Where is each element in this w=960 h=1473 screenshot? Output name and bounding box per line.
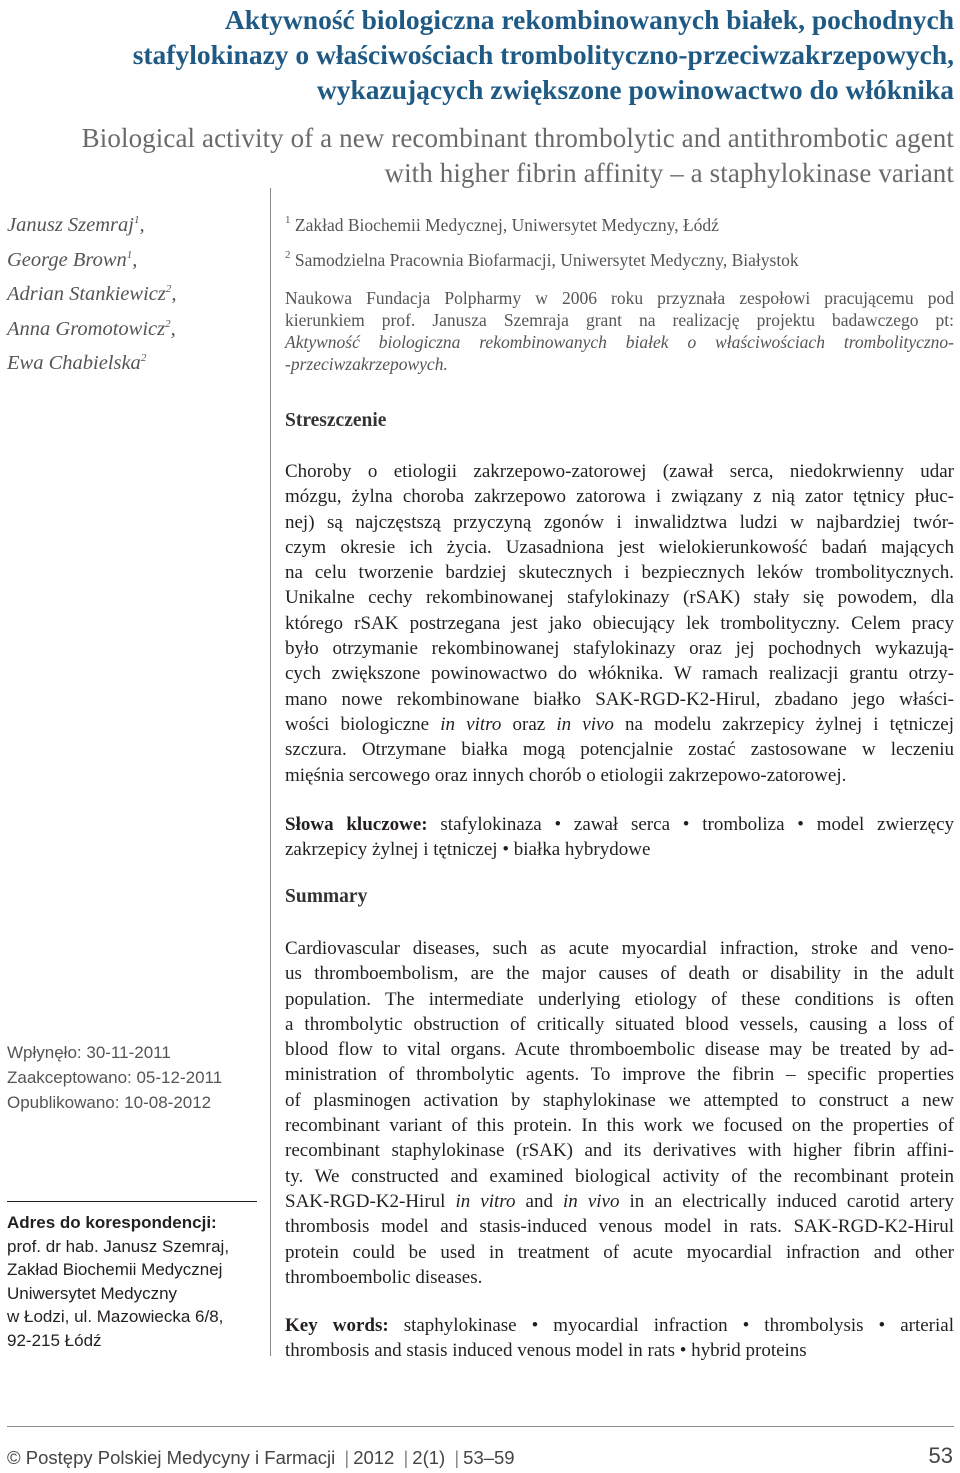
author: Ewa Chabielska$^2$ — [7, 352, 147, 374]
title-english — [20, 121, 954, 191]
author: Janusz Szemraj$^1$, — [7, 214, 145, 236]
correspondence-rule — [7, 1201, 257, 1202]
received-date: Wpłynęło: 30-11-2011 — [7, 1043, 171, 1062]
heading-streszczenie: Streszczenie — [285, 410, 387, 431]
author: George Brown$^1$, — [7, 248, 138, 271]
journal-footer: © Postępy Polskiej Medycyny i Farmacji | 2012 | 2(1) | 53–59 — [7, 1447, 515, 1468]
journal-year: 2012 — [353, 1447, 395, 1468]
journal-pages: 53–59 — [463, 1447, 515, 1468]
title-polish-line: wykazujących zwiększone powinowactwo do włóknika — [316, 74, 954, 105]
column-divider — [270, 188, 271, 1356]
affiliation: $^1$ Zakład Biochemii Medycznej, Uniwersytet Medyczny, Łódź — [285, 214, 719, 235]
footer-rule — [7, 1426, 954, 1427]
title-english-line: with higher fibrin affinity – a staphylokinase variant — [384, 158, 954, 188]
title-polish-line: stafylokinazy o właściwościach trombolityczno-przeciwzakrzepowych, — [132, 39, 954, 70]
keywords-english: Key words: staphylokinase • myocardial infraction • thrombolysis • arterial thrombosis and stasis induced venous model in rats • hybrid proteins — [285, 1315, 954, 1362]
heading-summary: Summary — [285, 886, 368, 907]
title-polish — [20, 2, 954, 107]
title-polish-line: Aktywność biologiczna rekombinowanych białek, pochodnych — [224, 4, 954, 35]
accepted-date: Zaakceptowano: 05-12-2011 — [7, 1068, 223, 1087]
keywords-polish: Słowa kluczowe: stafylokinaza • zawał serca • tromboliza • model zwierzęcy zakrzepicy żylnej i tętniczej • białka hybrydowe — [285, 814, 954, 861]
author: Adrian Stankiewicz$^2$, — [7, 283, 177, 305]
journal-name: © Postępy Polskiej Medycyny i Farmacji — [7, 1447, 336, 1468]
correspondence-address: Adres do korespondencji: prof. dr hab. Janusz Szemraj, Zakład Biochemii Medycznej Uniwersytet Medyczny w Łodzi, ul. Mazowiecka 6/8, 92-215 Łódź — [7, 1211, 267, 1352]
article-dates — [7, 1040, 267, 1115]
author-list — [7, 206, 277, 379]
abstract-english: Cardiovascular diseases, such as acute myocardial infraction, stroke and veno- us thromboembolism, are the major causes of death or disability in the adult population. The intermediate underlying etiology of these conditions is often a thrombolytic obstruction of critically situated blood vessels, causing a loss of blood flow to vital organs. Acute thromboembolic disease may be treated by ad- ministration of thrombolytic agents. To improve the fibrin – specific properties of plasminogen activation by staphylokinase we attempted to construct a new recombinant variant of this protein. In this work we focused on the properties of recombinant staphylokinase (rSAK) and its derivatives with higher fibrin affini- ty. We constructed and examined biological activity of the recombinant protein SAK-RGD-K2-Hirul in vitro and in vivo in an electrically induced carotid artery thrombosis model and stasis-induced venous model in rats. SAK-RGD-K2-Hirul protein could be used in treatment of acute myocardial infraction and other thromboembolic diseases. — [285, 938, 954, 1288]
affiliation: $^2$ Samodzielna Pracownia Biofarmacji, Uniwersytet Medyczny, Białystok — [285, 249, 799, 270]
correspondence-heading: Adres do korespondencji: — [7, 1213, 217, 1232]
page-number: 53 — [928, 1443, 953, 1468]
author: Anna Gromotowicz$^2$, — [7, 317, 176, 340]
journal-volume: 2(1) — [412, 1447, 446, 1468]
title-english-line: Biological activity of a new recombinant thrombolytic and antithrombotic agent — [81, 123, 954, 153]
published-date: Opublikowano: 10-08-2012 — [7, 1093, 212, 1112]
grant-note: Naukowa Fundacja Polpharmy w 2006 roku przyznała zespołowi pracującemu pod kierunkiem prof. Janusza Szemraja grant na realizację projektu badawczego pt: Aktywność biologiczna rekombinowanych białek o właściwościach trombolityczno- -przeciwzakrzepowych. — [285, 288, 954, 374]
abstract-polish: Choroby o etiologii zakrzepowo-zatorowej (zawał serca, niedokrwienny udar mózgu, żylna choroba zakrzepowo zatorowa i związany z nią zator tętnicy płuc- nej) są najczęstszą przyczyną zgonów i inwalidztwa ludzi w najbardziej twór- czym okresie ich życia. Uzasadniona jest wielokierunkowość badań mających na celu tworzenie bardziej skutecznych i bezpiecznych leków trombolitycznych. Unikalne cechy rekombinowanej stafylokinazy (rSAK) stały się powodem, dla którego rSAK postrzegana jest jako obiecujący lek trombolityczny. Celem pracy było otrzymanie rekombinowanej stafylokinazy oraz jej pochodnych wykazują- cych zwiększone powinowactwo do włóknika. W ramach realizacji grantu otrzy- mano nowe rekombinowane białko SAK-RGD-K2-Hirul, zbadano jego właści- wości biologiczne in vitro oraz in vivo na modelu zakrzepicy żylnej i tętniczej szczura. Otrzymane białka mogą potencjalnie zostać zastosowane w leczeniu mięśnia sercowego oraz innych chorób o etiologii zakrzepowo-zatorowej. — [285, 461, 955, 786]
